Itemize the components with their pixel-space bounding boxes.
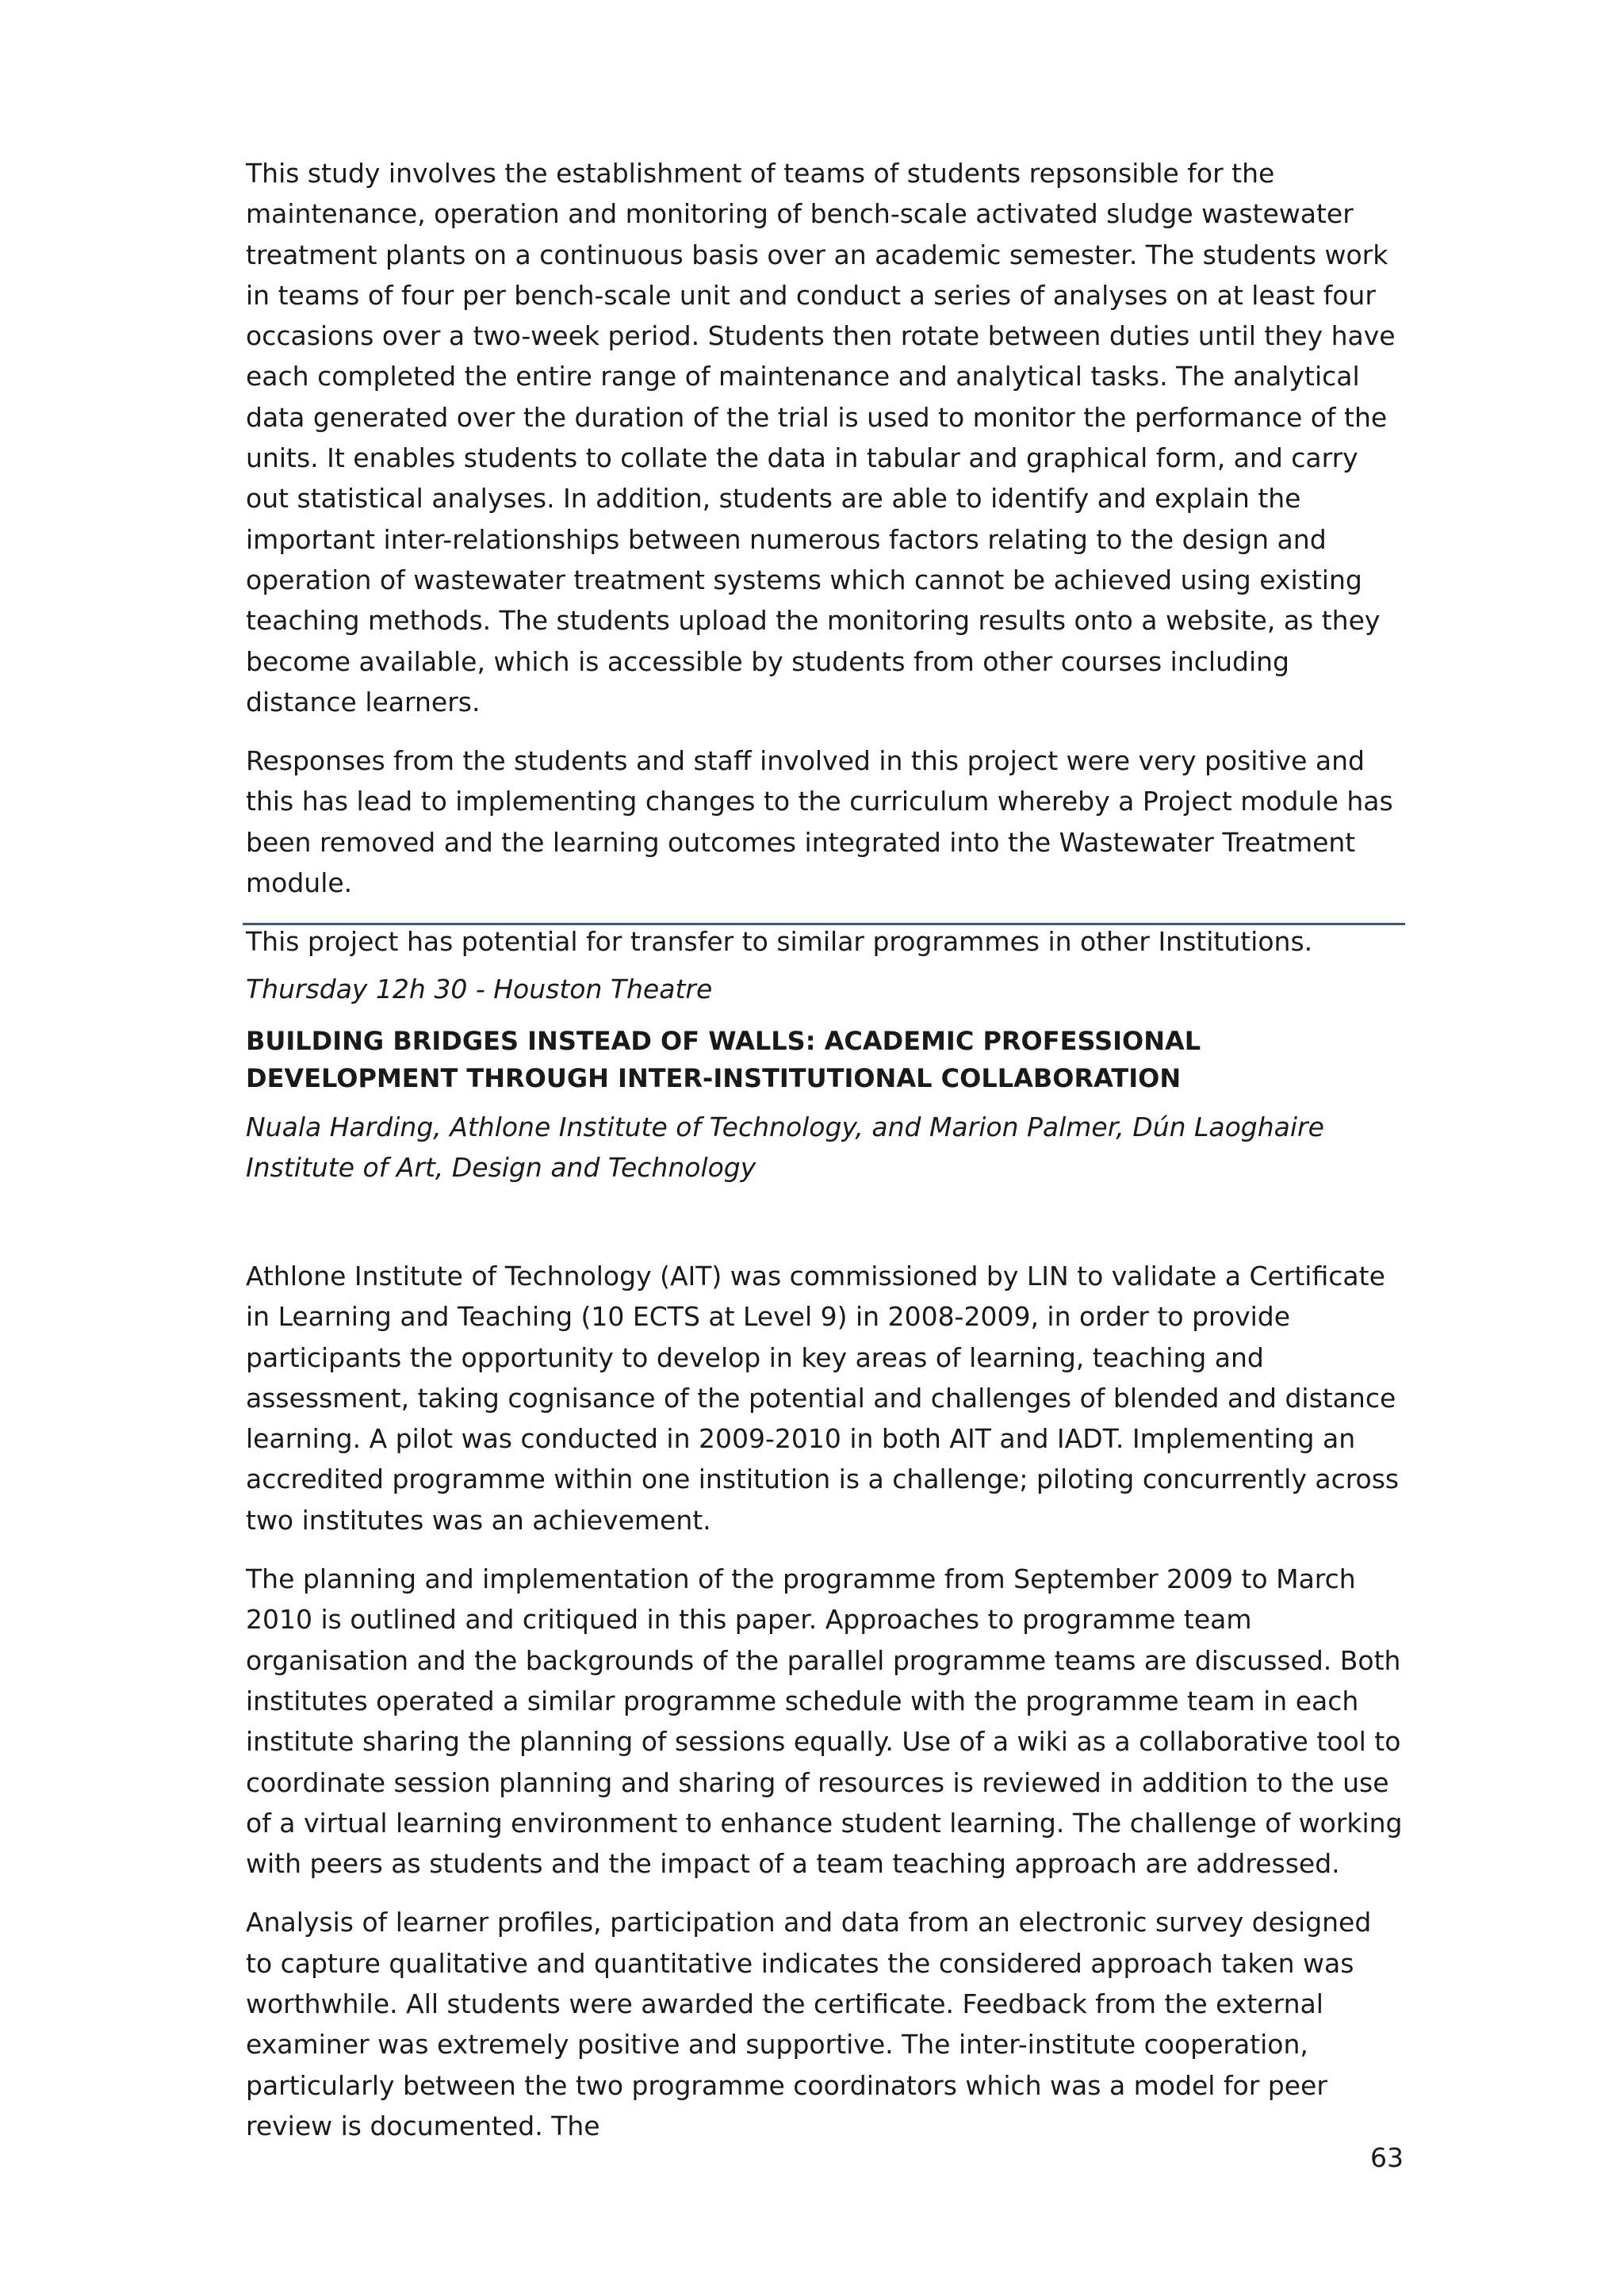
abstract-paragraph-1: Athlone Institute of Technology (AIT) was commissioned by LIN to validate a Certificate in Learning and Teaching (10 ECTS at Level 9) in 2008-2009, in order to provide participants the opportunity to develop in key areas of learning, teaching and assessment, taking cognisance of the potential and challenges of blended and distance learning. A pilot was conducted in 2009-2010 in both AIT and IADT. Implementing an accredited programme within one institution is a challenge; piloting concurrently across two institutes was an achievement. [246, 1261, 1400, 1536]
paper-authors: Nuala Harding, Athlone Institute of Technology, and Marion Palmer, Dún Laoghaire Institute of Art, Design and Technology [246, 1112, 1324, 1183]
abstract-paragraph-2: The planning and implementation of the programme from September 2009 to March 2010 is outlined and critiqued in this paper. Approaches to programme team organisation and the backgrounds of the parallel programme teams are discussed. Both institutes operated a similar programme schedule with the programme team in each institute sharing the planning of sessions equally. Use of a wiki as a collaborative tool to coordinate session planning and sharing of resources is reviewed in addition to the use of a virtual learning environment to enhance student learning. The challenge of working with peers as students and the impact of a team teaching approach are addressed. [246, 1563, 1403, 1880]
paper-title: BUILDING BRIDGES INSTEAD OF WALLS: ACADEMIC PROFESSIONAL DEVELOPMENT THROUGH INTER-INSTITUTIONAL COLLABORATION [246, 1026, 1201, 1093]
paragraph-spacer [246, 722, 1404, 740]
section-divider [243, 923, 1405, 925]
paper-abstract [246, 1256, 1404, 2146]
abstract-paragraph-3: Analysis of learner profiles, participation and data from an electronic survey designed to capture qualitative and quantitative indicates the considered approach taken was worthwhile. All students were awarded the certificate. Feedback from the external examiner was extremely positive and supportive. The inter-institute cooperation, particularly between the two programme coordinators which was a model for peer review is documented. The [246, 1907, 1372, 2141]
paragraph-spacer [246, 903, 1404, 921]
paragraph-spacer [246, 1884, 1404, 1902]
previous-abstract-paragraph-1: This study involves the establishment of teams of students repsonsible for the maintenance, operation and monitoring of bench-scale activated sludge wastewater treatment plants on a continuous basis over an academic semester. The students work in teams of four per bench-scale unit and conduct a series of analyses on at least four occasions over a two-week period. Students then rotate between duties until they have each completed the entire range of maintenance and analytical tasks. The analytical data generated over the duration of the trial is used to monitor the performance of the units. It enables students to collate the data in tabular and graphical form, and carry out statistical analyses. In addition, students are able to identify and explain the important inter-relationships between numerous factors relating to the design and operation of wastewater treatment systems which cannot be achieved using existing teaching methods. The students upload the monitoring results onto a website, as they become available, which is accessible by students from other courses including distance learners. [246, 158, 1396, 718]
page-number: 63 [1370, 2142, 1404, 2173]
paper-header [246, 969, 1404, 1188]
previous-abstract-paragraph-3: This project has potential for transfer to similar programmes in other Institutions. [246, 926, 1313, 958]
previous-abstract [246, 153, 1404, 962]
session-info: Thursday 12h 30 - Houston Theatre [246, 974, 713, 1004]
paragraph-spacer [246, 1540, 1404, 1559]
previous-abstract-paragraph-2: Responses from the students and staff involved in this project were very positive and this has lead to implementing changes to the curriculum whereby a Project module has been removed and the learning outcomes integrated into the Wastewater Treatment module. [246, 745, 1393, 899]
